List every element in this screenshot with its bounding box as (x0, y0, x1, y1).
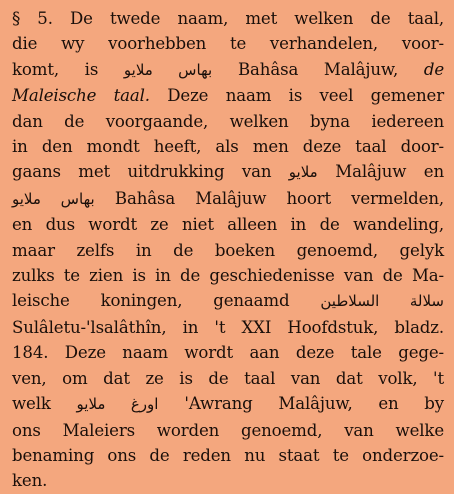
text-line (12, 315, 444, 340)
text-segment: komt, is (12, 59, 124, 79)
text-segment: leische koningen, genaamd (12, 291, 321, 311)
text-line (12, 212, 444, 237)
text-segment: zulks te zien is in de geschiedenisse van de Ma- (12, 266, 444, 286)
text-segment: 'Awrang Malâjuw, en by (158, 394, 444, 414)
text-line (12, 134, 444, 159)
text-segment: gaans met uitdrukking van (12, 162, 289, 182)
text-line (12, 418, 444, 443)
text-segment: in den mondt heeft, als men deze taal door- (12, 137, 444, 157)
arabic-script-text: سلالة السلاطين (320, 292, 444, 311)
text-line (12, 263, 444, 288)
text-segment: Sulâletu-'lsalâthîn, in 't XXI Hoofdstuk, bladz. (12, 317, 444, 337)
text-line (12, 57, 444, 83)
text-line (12, 391, 444, 417)
text-line (12, 238, 444, 263)
text-segment: en dus wordt ze niet alleen in de wandeling, (12, 215, 444, 235)
text-line (12, 340, 444, 365)
arabic-script-text: ملايو (288, 163, 318, 182)
text-line (12, 109, 444, 134)
text-segment: ken. (12, 471, 48, 491)
text-segment: Malâjuw en (317, 162, 444, 182)
text-segment: welk (12, 394, 77, 414)
text-segment: dan de voorgaande, welken byna iedereen (12, 111, 444, 131)
text-line (12, 159, 444, 185)
text-segment: ons Maleiers worden genoemd, van welke (12, 420, 444, 440)
text-line (12, 443, 444, 468)
text-segment: Bahâsa Malâjuw hoort vermelden, (94, 188, 444, 208)
text-line (12, 6, 444, 31)
italic-text: de (423, 59, 444, 79)
text-line (12, 83, 444, 108)
text-segment: Bahâsa Malâjuw, (212, 59, 424, 79)
paragraph (12, 6, 444, 494)
text-line (12, 468, 444, 493)
text-segment: die wy voorhebben te verhandelen, voor- (12, 34, 444, 54)
text-line (12, 31, 444, 56)
arabic-script-text: بهاس ملايو (123, 60, 213, 79)
arabic-script-text: اورغ ملايو (76, 395, 159, 414)
text-segment: ven, om dat ze is de taal van dat volk, 't (12, 368, 444, 388)
text-segment: 184. Deze naam wordt aan deze tale gege- (12, 343, 444, 363)
text-segment: maar zelfs in de boeken genoemd, gelyk (12, 240, 444, 260)
italic-text: Maleische taal. (12, 86, 150, 106)
text-line (12, 366, 444, 391)
arabic-script-text: بهاس ملايو (12, 189, 95, 208)
text-line (12, 186, 444, 212)
text-segment: § 5. De twede naam, met welken de taal, (12, 9, 444, 28)
text-segment: benaming ons de reden nu staat te onderzoe- (12, 445, 444, 465)
text-segment: Deze naam is veel gemener (149, 86, 444, 106)
text-line (12, 288, 444, 314)
